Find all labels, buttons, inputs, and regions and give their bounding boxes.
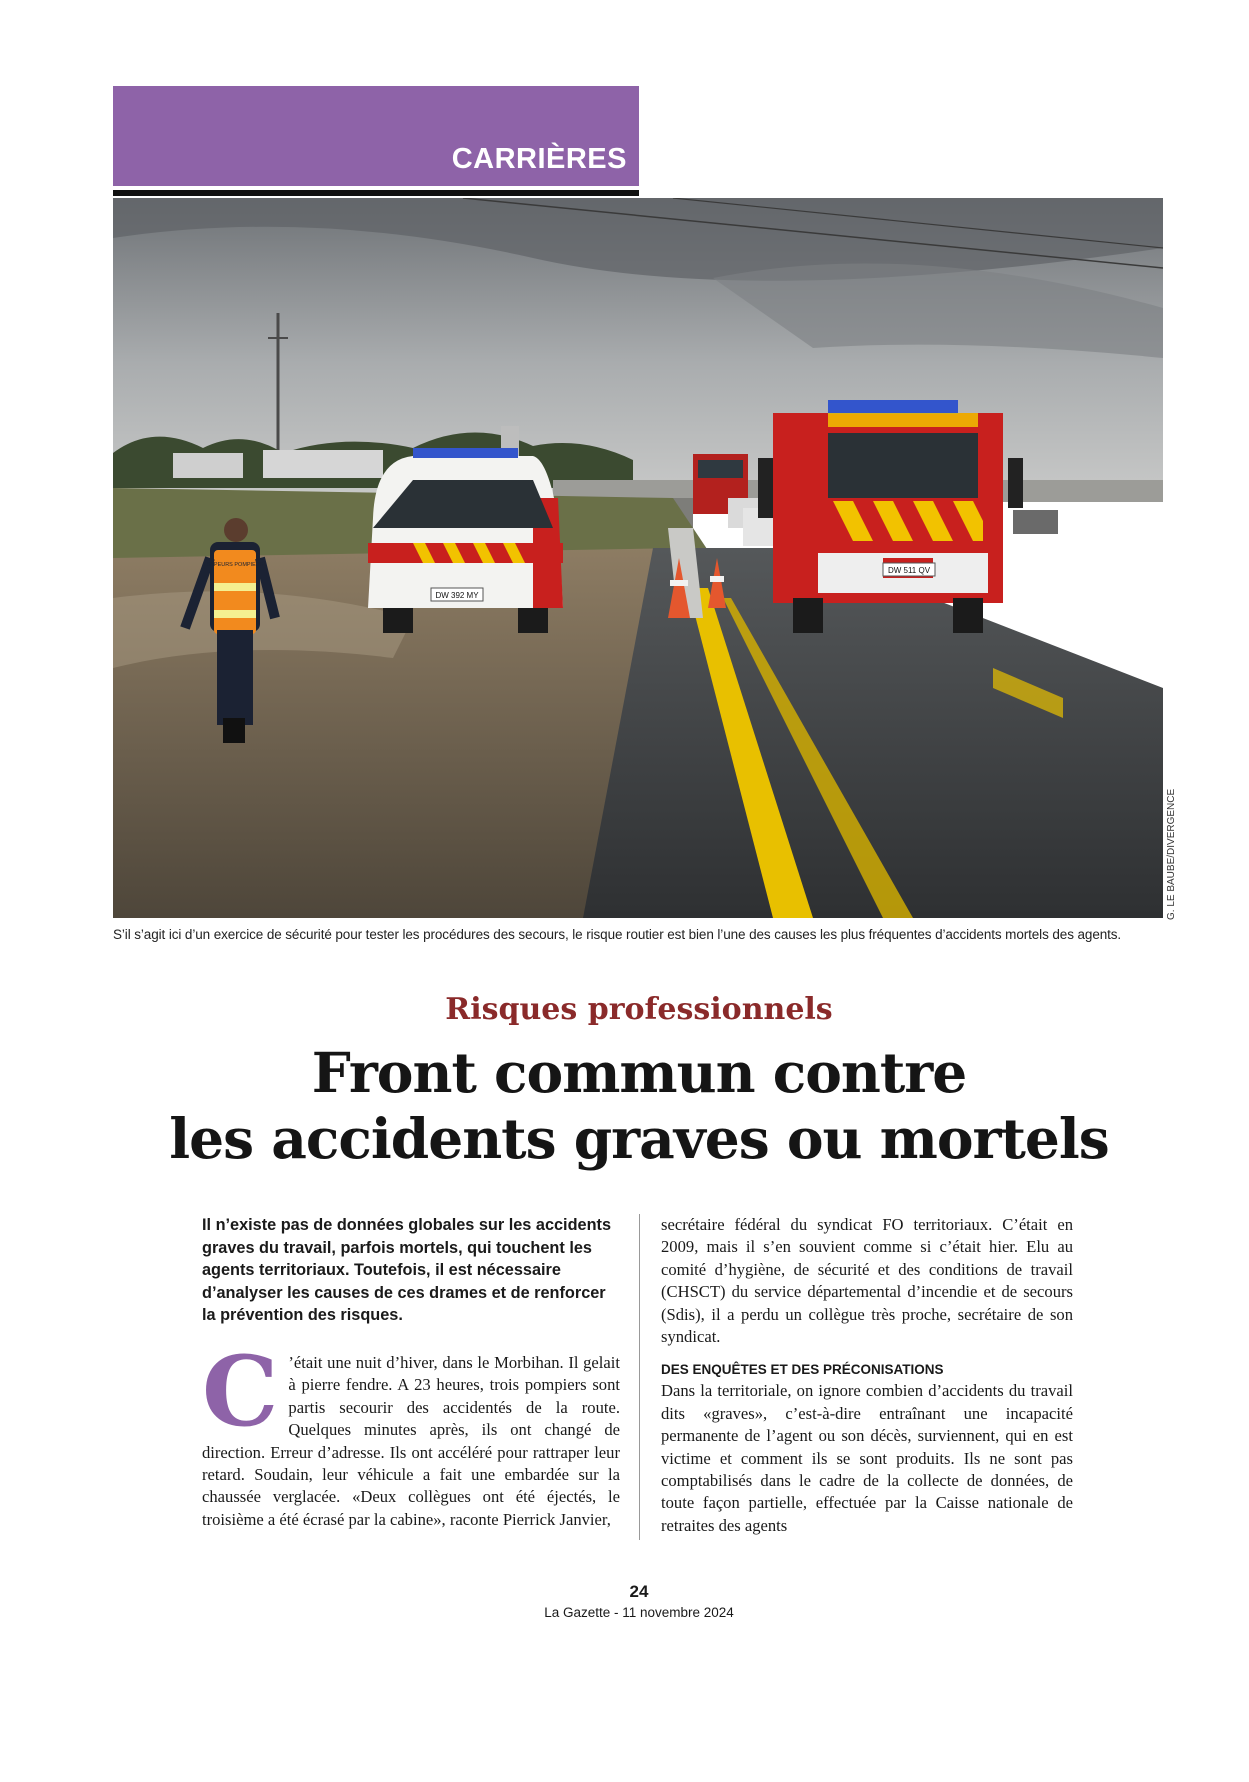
- banner-rule: [113, 190, 639, 196]
- article-headline: [0, 1040, 1249, 1172]
- headline-line-2: les accidents graves ou mortels: [169, 1106, 1109, 1171]
- body-column-left: [202, 1335, 620, 1531]
- photo-credit: G. LE BAUBE/DIVERGENCE: [1166, 788, 1177, 920]
- section-subhead: DES ENQUÊTES ET DES PRÉCONISATIONS: [661, 1362, 944, 1378]
- ambulance-van: [368, 448, 563, 633]
- section-banner: [113, 86, 639, 186]
- section-label: CARRIÈRES: [451, 143, 627, 175]
- issue-line: La Gazette - 11 novembre 2024: [544, 1605, 734, 1620]
- article-photo: [113, 198, 1163, 918]
- photo-caption: S’il s’agit ici d’un exercice de sécurité pour tester les procédures des secours, le risque routier est bien l’une des causes les plus fréquentes d’accidents mortels des agents.: [113, 927, 1122, 942]
- fire-engine: [758, 400, 1023, 633]
- plate-right: DW 511 QV: [887, 566, 931, 575]
- column-divider: [639, 1214, 640, 1540]
- body-paragraph: Dans la territoriale, on ignore combien d’accidents du travail dits «graves», c’est-à-dire entraînant une incapacité permanente de l’agent ou son décès, surviennent, qui en est victime et comment ils se sont produits. Ils ne sont pas comptabilisés dans le cadre de la collecte de données, de toute façon partielle, effectuée par la Caisse nationale de retraites des agents: [661, 1381, 1073, 1535]
- drop-cap: C: [202, 1335, 279, 1448]
- body-paragraph: ’était une nuit d’hiver, dans le Morbihan. Il gelait à pierre fendre. A 23 heures, trois pompiers sont partis secourir des accidentés de la route. Quelques minutes après, ils ont changé de direction. Erreur d’adresse. Ils ont accéléré pour rattraper leur retard. Soudain, leur véhicule a fait une embardée sur la chaussée verglacée. «Deux collègues ont été éjectés, le troisième a été écrasé par la cabine», raconte Pierrick Janvier,: [202, 1353, 620, 1529]
- page-number: 24: [629, 1582, 649, 1601]
- body-column-right: [661, 1214, 1073, 1537]
- body-paragraph: secrétaire fédéral du syndicat FO territoriaux. C’était en 2009, mais il s’en souvient comme si c’était hier. Elu au comité d’hygiène, de sécurité et des conditions de travail (CHSCT) du service départemental d’incendie et de secours (Sdis), il a perdu un collègue très proche, secrétaire de son syndicat.: [661, 1215, 1073, 1347]
- article-kicker: Risques professionnels: [445, 992, 833, 1027]
- vest-text: SAPEURS POMPIERS: [206, 562, 264, 568]
- headline-line-1: Front commun contre: [311, 1040, 967, 1105]
- plate-left: DW 392 MY: [435, 591, 479, 600]
- article-lead: Il n’existe pas de données globales sur les accidents graves du travail, parfois mortels, qui touchent les agents territoriaux. Toutefois, il est nécessaire d’analyser les causes de ces drames et de renforcer la prévention des risques.: [202, 1216, 611, 1324]
